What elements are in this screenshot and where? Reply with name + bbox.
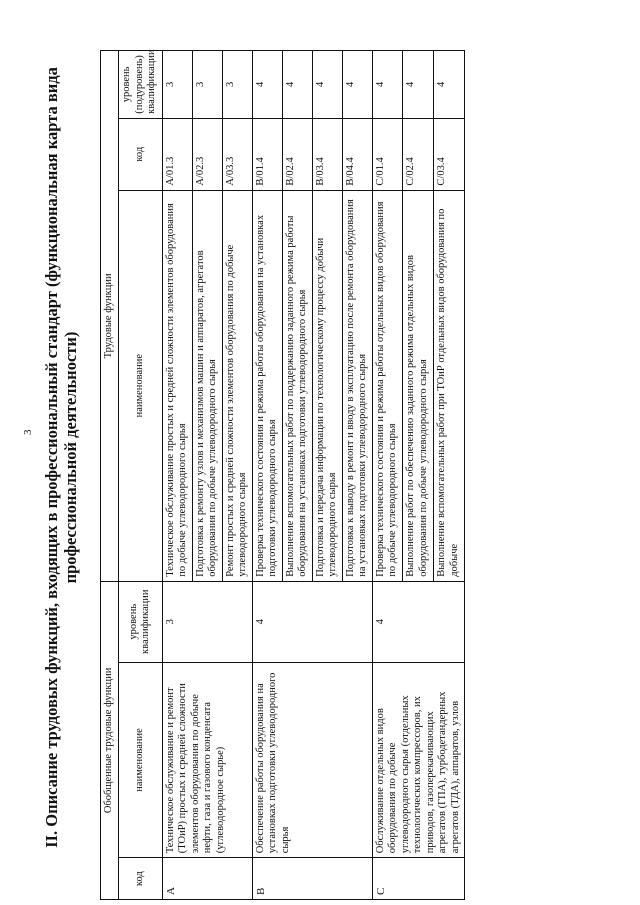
function-name: Проверка технического состояния и режима работы отдельных видов оборудования по добыче углеводородного сырья [372, 190, 403, 581]
page-number: 3 [22, 429, 34, 435]
group-code: C [372, 858, 465, 900]
group-level: 4 [252, 581, 372, 662]
function-level: 4 [403, 51, 434, 119]
generalized-functions-header: Обобщенные трудовые функции [101, 581, 119, 899]
function-level: 4 [342, 51, 372, 119]
function-code: A/03.3 [222, 118, 252, 190]
function-name: Техническое обслуживание простых и средней сложности элементов оборудования по добыче углеводородного сырья [162, 190, 192, 581]
section-title [42, 50, 80, 865]
function-name: Выполнение вспомогательных работ при ТОиР отдельных видов оборудования по добыче [434, 190, 465, 581]
table-row [252, 51, 282, 900]
function-name: Подготовка к выводу в ремонт и вводу в эксплуатацию после ремонта оборудования на установках подготовки углеводородного сырья [342, 190, 372, 581]
function-code: C/01.4 [372, 118, 403, 190]
col-function-code-header: код [118, 118, 162, 190]
function-level: 3 [192, 51, 222, 119]
function-code: B/04.4 [342, 118, 372, 190]
function-code: C/02.4 [403, 118, 434, 190]
group-name: Обеспечение работы оборудования на установках подготовки углеводородного сырья [252, 662, 372, 858]
function-code: A/01.3 [162, 118, 192, 190]
function-code: B/01.4 [252, 118, 282, 190]
function-name: Ремонт простых и средней сложности элементов оборудования по добыче углеводородного сырья [222, 190, 252, 581]
function-level: 4 [252, 51, 282, 119]
group-code: B [252, 858, 372, 900]
function-code: B/03.4 [312, 118, 342, 190]
group-name: Обслуживание отдельных видов оборудования по добыче углеводородного сырья (отдельных технологических компрессоров, их приводов, газоперекачивающих агрегатов (ГПА), турбодетандерных агрегатов (ТДА), аппаратов, узлов [372, 662, 465, 858]
table-row [162, 51, 192, 900]
col-sublevel-header: уровень (подуровень) квалификации [118, 51, 162, 119]
table-row [372, 51, 403, 900]
function-level: 4 [312, 51, 342, 119]
group-level: 3 [162, 581, 252, 662]
function-name: Проверка технического состояния и режима работы оборудования на установках подготовки углеводородного сырья [252, 190, 282, 581]
function-name: Подготовка к ремонту узлов и механизмов машин и аппаратов, агрегатов оборудования по добыче углеводородного сырья [192, 190, 222, 581]
col-name-header: наименование [118, 662, 162, 858]
labor-functions-header: Трудовые функции [101, 51, 119, 582]
group-name: Техническое обслуживание и ремонт (ТОиР) простых и средней сложности элементов оборудования по добыче нефти, газа и газового конденсата (углеводородное сырье) [162, 662, 252, 858]
col-level-header: уровень квалификации [118, 581, 162, 662]
group-level: 4 [372, 581, 465, 662]
function-level: 3 [162, 51, 192, 119]
function-level: 4 [434, 51, 465, 119]
function-level: 4 [372, 51, 403, 119]
function-level: 4 [282, 51, 312, 119]
col-code-header: код [118, 858, 162, 900]
function-name: Выполнение вспомогательных работ по поддержанию заданного режима работы оборудования на установках подготовки углеводородного сырья [282, 190, 312, 581]
function-level: 3 [222, 51, 252, 119]
function-code: A/02.3 [192, 118, 222, 190]
function-code: B/02.4 [282, 118, 312, 190]
col-function-name-header: наименование [118, 190, 162, 581]
section-title-line-2: профессиональной деятельности) [61, 331, 80, 584]
function-code: C/03.4 [434, 118, 465, 190]
section-title-line-1: II. Описание трудовых функций, входящих в профессиональный стандарт (функциональная карта вида [42, 67, 61, 848]
function-name: Выполнение работ по обеспечению заданного режима отдельных видов оборудования по добыче углеводородного сырья [403, 190, 434, 581]
function-name: Подготовка и передача информации по технологическому процессу добычи углеводородного сырья [312, 190, 342, 581]
group-code: A [162, 858, 252, 900]
functional-map-table [100, 50, 465, 900]
